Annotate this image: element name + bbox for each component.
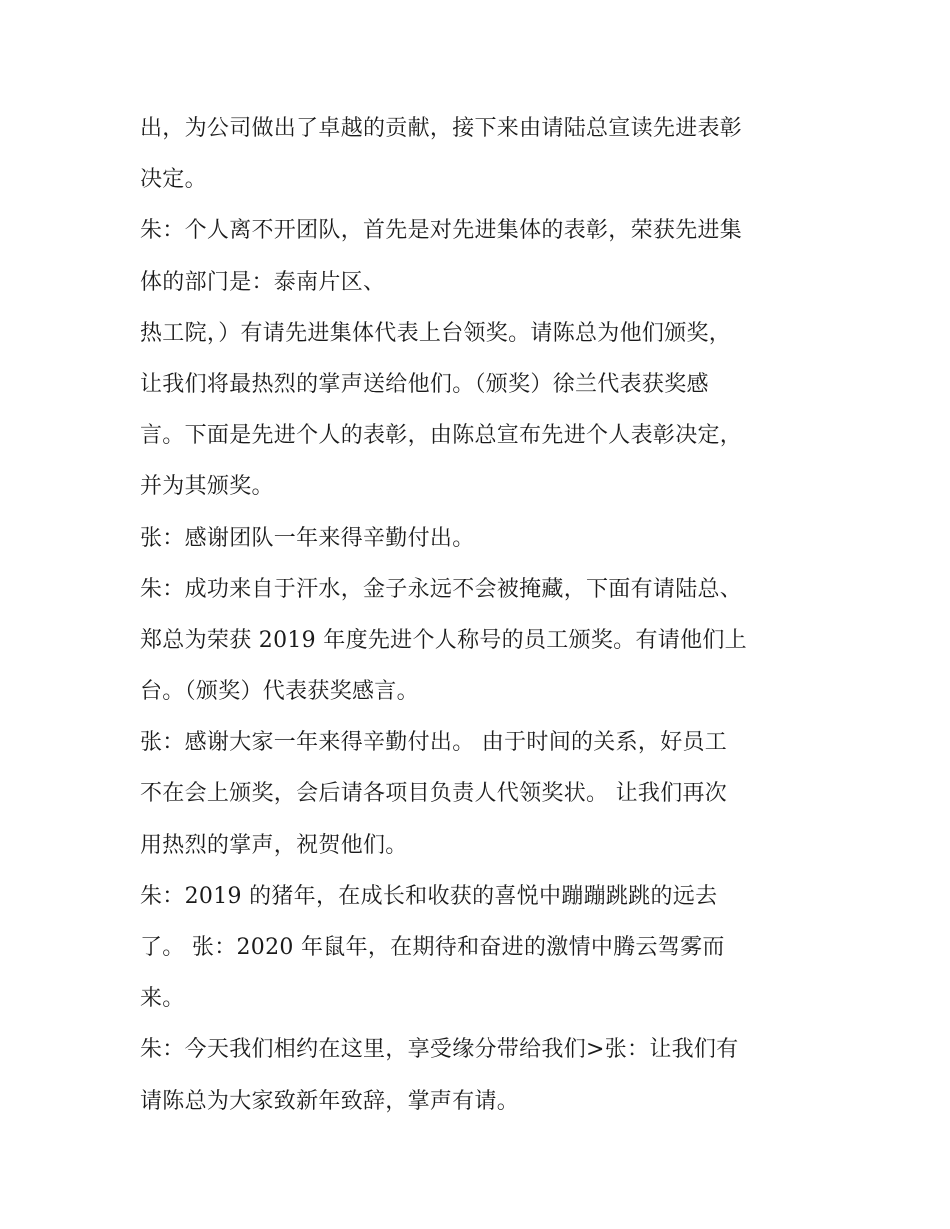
text-line: 请陈总为大家致新年致辞，掌声有请。 xyxy=(140,1088,520,1114)
text-line: 并为其颁奖。 xyxy=(140,474,274,500)
text-line: 体的部门是：泰南片区、 xyxy=(140,269,386,295)
text-line: 热工院，）有请先进集体代表上台领奖。请陈总为他们颁奖， xyxy=(140,320,732,346)
text-line: 来。 xyxy=(140,986,185,1012)
text-line: 出，为公司做出了卓越的贡献，接下来由请陆总宣读先进表彰 xyxy=(140,116,743,141)
text-line: 朱：个人离不开团队，首先是对先进集体的表彰，荣获先进集 xyxy=(140,218,743,244)
text-line: 张：感谢大家一年来得辛勤付出。 由于时间的关系，好员工 xyxy=(140,730,728,756)
text-line: 张：感谢团队一年来得辛勤付出。 xyxy=(140,525,475,551)
text-line: 朱：2019 的猪年，在成长和收获的喜悦中蹦蹦跳跳的远去 xyxy=(140,883,718,909)
text-line: 让我们将最热烈的掌声送给他们。（颁奖）徐兰代表获奖感 xyxy=(140,371,709,397)
text-line: 言。下面是先进个人的表彰，由陈总宣布先进个人表彰决定， xyxy=(140,423,743,449)
text-line: 了。 张：2020 年鼠年，在期待和奋进的激情中腾云驾雾而 xyxy=(140,935,725,960)
text-line: 不在会上颁奖，会后请各项目负责人代领奖状。 让我们再次 xyxy=(140,781,728,807)
body-text xyxy=(140,103,830,1127)
text-line: 台。（颁奖）代表获奖感言。 xyxy=(140,679,419,705)
text-line: 用热烈的掌声，祝贺他们。 xyxy=(140,832,408,858)
text-line: 郑总为荣获 2019 年度先进个人称号的员工颁奖。有请他们上 xyxy=(140,627,747,653)
text-line: 朱：成功来自于汗水，金子永远不会被掩藏，下面有请陆总、 xyxy=(140,576,743,602)
text-line: 决定。 xyxy=(140,167,207,193)
text-line: 朱：今天我们相约在这里，享受缘分带给我们>张：让我们有 xyxy=(140,1037,739,1063)
